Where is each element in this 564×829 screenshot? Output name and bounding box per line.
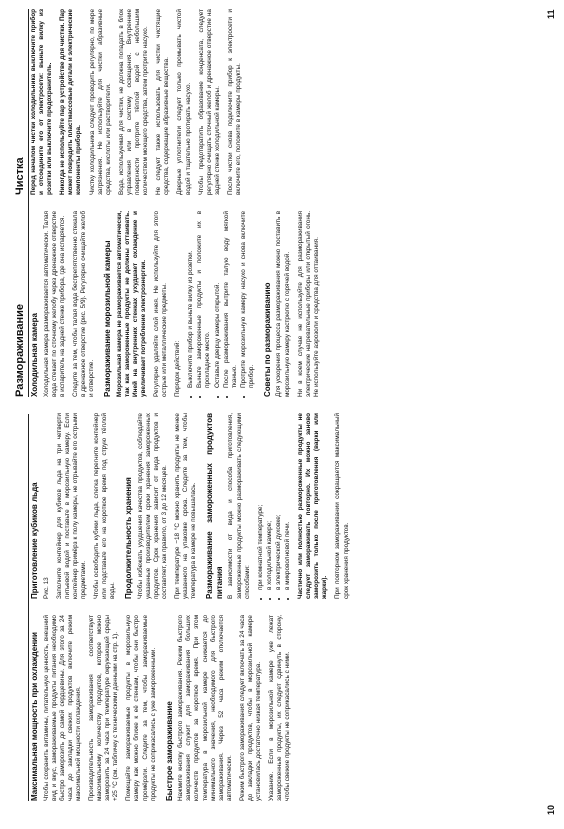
paragraph: В зависимости от вида и способа приготовления, замороженные продукты можно размораживать следующими способами: <box>227 413 251 599</box>
paragraph: При повторном замораживании сокращается максимальный срок хранения продуктов. <box>334 413 350 599</box>
column-3 <box>30 211 326 397</box>
paragraph: Производительность замораживания соответствует максимальному количеству продуктов, которое можно заморозить за 24 часа при температуре окружающей среды +25 °C (см. табличку с техническими данными на стр. 1). <box>87 615 120 801</box>
section-title-max-cooling: Максимальная мощность при охлаждении <box>30 632 39 801</box>
paragraph: Перед началом чистки холодильника выключите прибор и отсоедините его от электросети: выньте вилку из розетки или выключите предохранитель. <box>30 9 54 195</box>
section-title-thawing-food: Размораживание замороженных продуктов питания <box>205 413 224 599</box>
paragraph: Чтобы предотвратить образование конденсата, следует регулярно очищать сточный желоб и дренажное отверстие на задней стенке холодильной камеры. <box>197 9 221 195</box>
paragraph: Дверные уплотнители следует только промывать чистой водой и тщательно протирать насухо. <box>176 9 192 195</box>
paragraph: Чтобы освободить кубики льда, слегка перегните контейнер или подставьте его на короткое время под струю тёплой воды. <box>92 413 117 599</box>
list-item: • После размораживания вытрите талую воду мягкой тканью. <box>223 211 239 388</box>
list-item: • Протрите морозильную камеру насухо и снова включите прибор. <box>240 211 256 388</box>
paragraph: Холодильная камера размораживается автоматически. Талая вода стекает по сточному желобу через дренажное отверстие в испаритель на задней стенке прибора, где она испаряется. <box>42 211 66 397</box>
paragraph: Ни в коем случае не используйте для размораживания электрические нагревательные приборы или открытый огонь. Не используйте аэрозоли и средства для оттаивания. <box>296 211 320 397</box>
paragraph: Следите за тем, чтобы талая вода беспрепятственно стекала в дренажное отверстие (рис. 5/9). Регулярно очищайте желоб и отверстие. <box>71 211 95 397</box>
list-item: • в электрической духовке; <box>275 413 283 590</box>
paragraph: Для ускорения процесса размораживания можно поставить в морозильную камеру кастрюлю с горячей водой. <box>275 211 291 397</box>
defrost-steps-list <box>187 211 256 397</box>
header-rule-right <box>28 9 29 397</box>
page-number-left: 10 <box>546 804 556 815</box>
list-item: • при комнатной температуре; <box>257 413 265 590</box>
paragraph: Чтобы сохранить витамины, питательную ценность, внешний вид и вкус, замораживаемые продукты питания необходимо быстро заморозить до самой сердцевины. Для этого за 24 часа до закладки свежих продуктов включите режим максимальной мощности охлаждения. <box>42 615 82 801</box>
section-title-quick-freeze: Быстрое замораживание <box>164 701 174 801</box>
header-rule-left <box>28 414 29 801</box>
section-title-storage-time: Продолжительность хранения <box>124 477 134 599</box>
figure-reference: Рис. 13 <box>42 577 50 599</box>
paragraph: Частично или полностью размороженные продукты не следует замораживать повторно. Их можно заново заморозить только после приготовления (варки или жарки). <box>297 413 329 599</box>
paragraph: Помещайте замораживаемые продукты в морозильную камеру как можно ближе к её стенкам, чтобы они быстро промёрзли. Следите за тем, чтобы замораживаемые продукты не соприкасались с уже замороженными. <box>125 615 157 801</box>
column-2 <box>30 413 356 599</box>
column-1 <box>30 615 297 801</box>
paragraph: Нажмите кнопку быстрого замораживания. Режим быстрого замораживания служит для замораживания больших количеств продуктов за короткое время. При этом температура в морозильной камере снижается до минимального значения, необходимого для быстрого замораживания. Через 52 часа режим отключается автоматически. <box>177 615 233 801</box>
thawing-methods-list <box>257 413 292 599</box>
paragraph: Порядок действий: <box>174 340 182 397</box>
paragraph: При температуре −18 °C можно хранить продукты не менее указанного на упаковке срока. Следите за тем, чтобы температура в камере не повышалась. <box>174 413 198 599</box>
section-title-freezer-defrost: Размораживание морозильной камеры <box>103 240 113 397</box>
paragraph: Регулярно удаляйте слой инея. Не используйте для этого острые или металлические предметы. <box>152 211 169 397</box>
paragraph: Режим быстрого замораживания следует включать за 24 часа до закладки продуктов, чтобы в морозильной камере установилась достаточно низкая температура. <box>238 615 263 801</box>
list-item: • в микроволновой печи. <box>284 413 292 590</box>
list-item: • Оставьте дверцу камеры открытой. <box>214 211 222 388</box>
list-item: • в холодильной камере; <box>266 413 274 590</box>
header-center: Размораживание <box>14 303 26 397</box>
header-right: Чистка <box>14 157 26 195</box>
paragraph: После чистки снова подключите прибор к электросети и включите его, положите в камеры продукты. <box>226 9 242 195</box>
page-number-right: 11 <box>546 9 556 19</box>
paragraph: Вода, используемая для чистки, не должна попадать в блок управления или в систему освещения. Внутренние поверхности протрите тёплой водой с небольшим количеством моющего средства, затем протрите насухо. <box>117 9 150 195</box>
paragraph: Никогда не используйте пар в устройстве для чистки. Пар может повредить пластмассовые детали и электрические компоненты прибора. <box>59 9 83 195</box>
section-title-ice-cubes: Приготовление кубиков льда <box>30 482 39 599</box>
paragraph: Чтобы избежать ухудшения качества продуктов, соблюдайте указанные производителем сроки хранения замороженных продуктов. Срок хранения зависит от вида продуктов и составляет, как правило, от 3 до 12 месяцев. <box>136 413 169 599</box>
list-item: • Выключите прибор и выньте вилку из розетки. <box>187 211 195 388</box>
paragraph: Морозильная камера не размораживается автоматически, так как замороженные продукты не должны оттаивать. Иней на внутренних стенках ухудшает охлаждение и увеличивает потребление электроэнергии. <box>115 211 147 397</box>
paragraph: Чистку холодильника следует проводить регулярно, по мере загрязнения. Не используйте для чистки абразивные средства, кислоты или растворители. <box>88 9 112 195</box>
paragraph: Указание. Если в морозильной камере уже лежат замороженные продукты, их следует сдвинуть в сторону, чтобы свежие продукты не соприкасались с ними. <box>268 615 292 801</box>
paragraph: Заполните контейнер для кубиков льда на три четверти питьевой водой и поставьте в морозильную камеру. Если контейнер примёрз к полу камеры, не отрывайте его острыми предметами. <box>55 413 87 599</box>
column-4 <box>30 9 248 195</box>
section-title-fridge-compartment: Холодильная камера <box>30 313 39 397</box>
list-item: • Выньте замороженные продукты и положите их в прохладное место. <box>196 211 212 388</box>
section-title-defrost-tips: Советы по размораживанию <box>262 282 272 397</box>
paragraph: Не следует также использовать для чистки чистящие средства, содержащие абразивные вещества. <box>155 9 171 195</box>
